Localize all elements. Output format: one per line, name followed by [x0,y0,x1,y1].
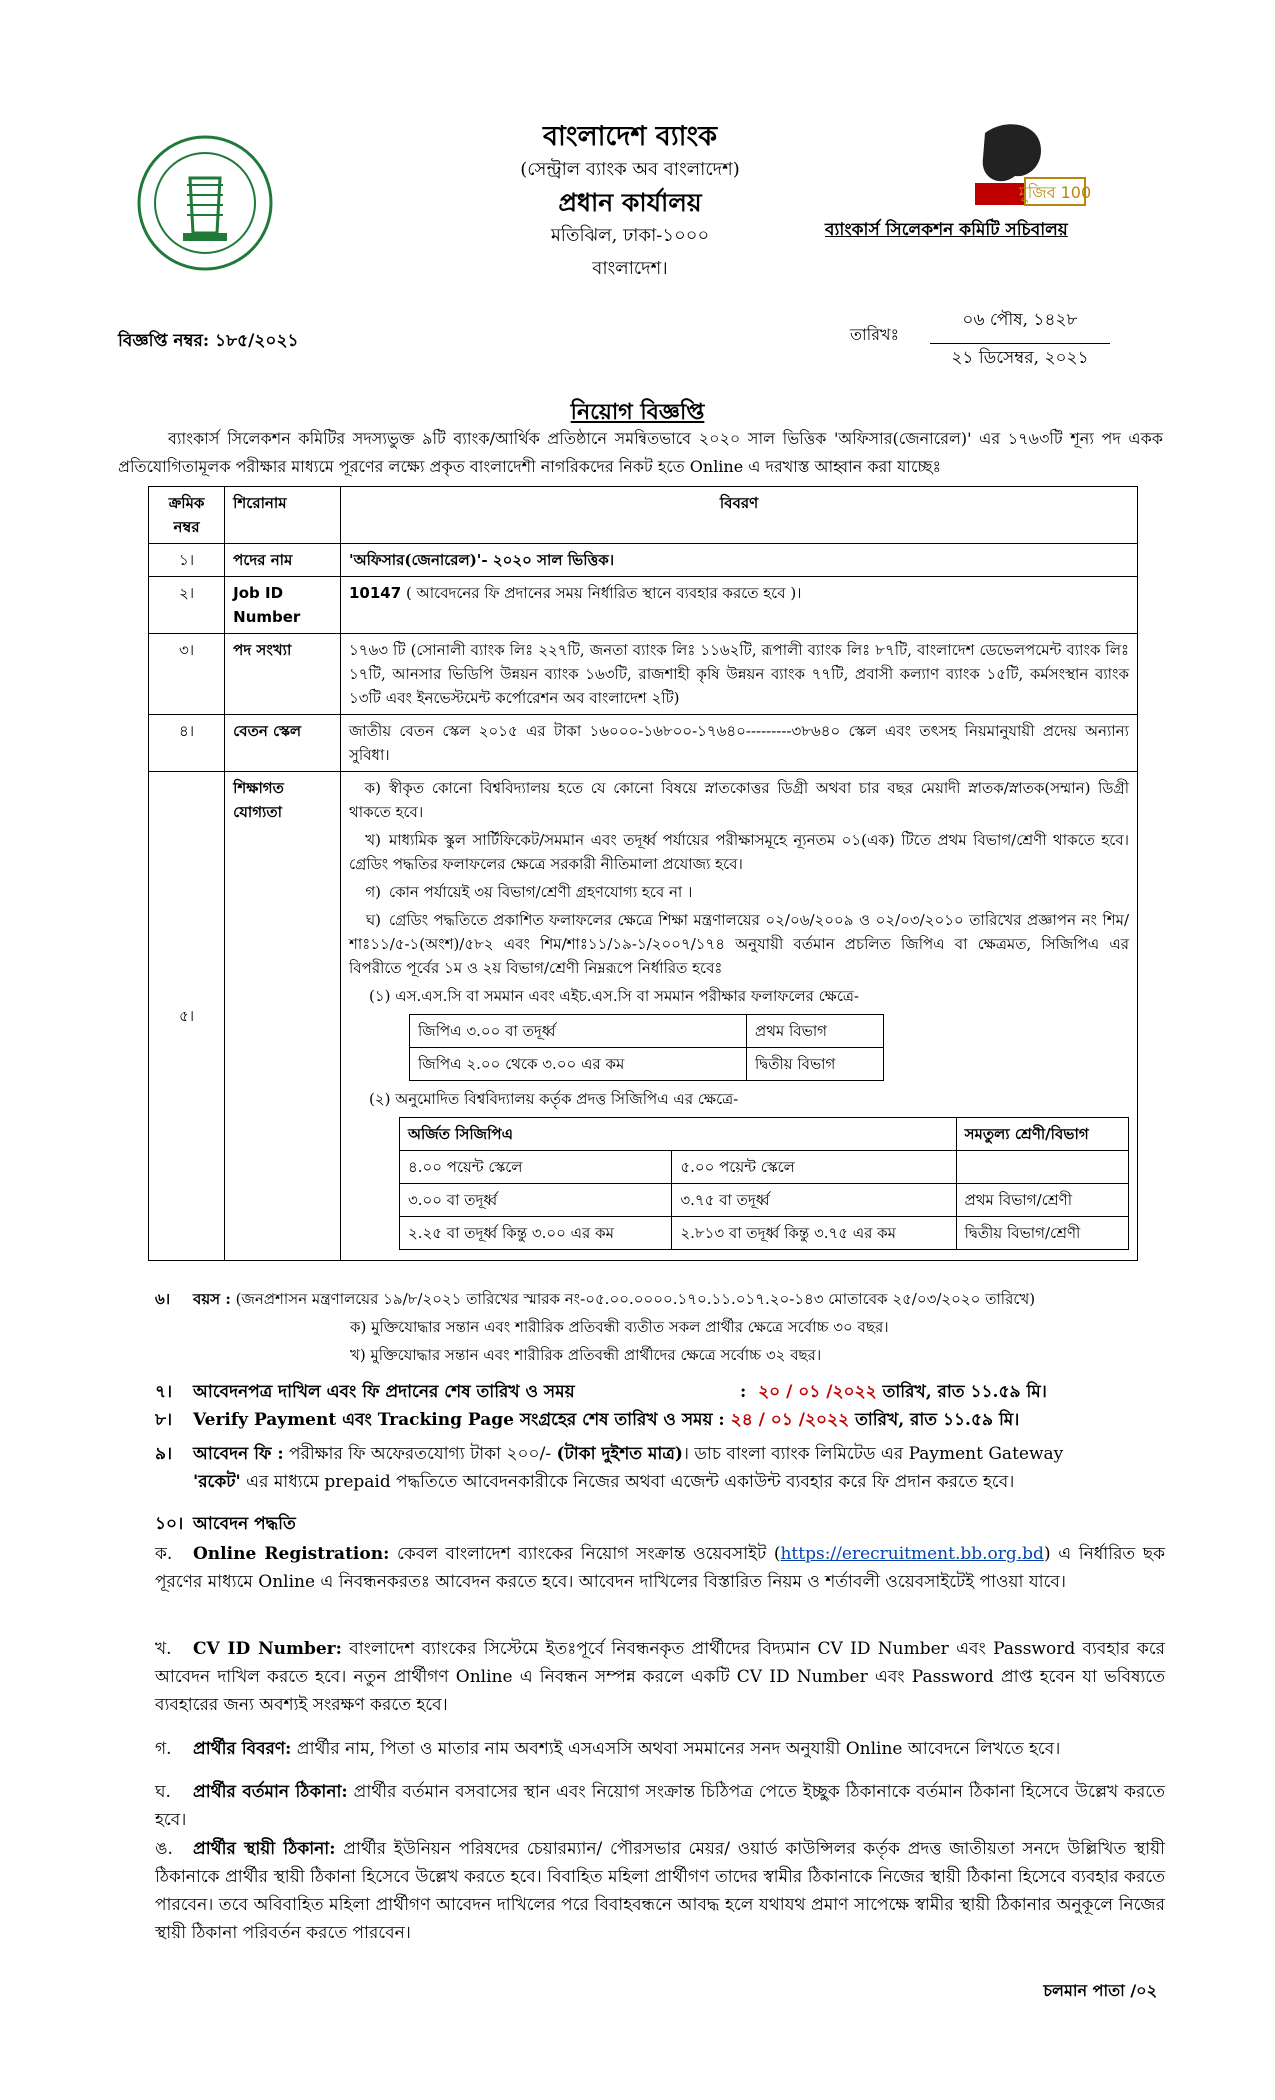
row-heading: পদ সংখ্যা [225,634,341,715]
row-detail: 'অফিসার(জেনারেল)'- ২০২০ সাল ভিত্তিক। [341,544,1138,577]
row-heading: পদের নাম [225,544,341,577]
education-item: গ) কোন পর্যায়েই ৩য় বিভাগ/শ্রেণী গ্রহণযোগ্য হবে না । [365,883,693,901]
svg-text:মুজিব 100: মুজিব 100 [1018,183,1092,202]
row-detail [341,577,1138,634]
process-item-candidate-details: গ. প্রার্থীর বিবরণ: প্রার্থীর নাম, পিতা ও মাতার নাম অবশ্যই এসএসসি অথবা সমমানের সনদ অনুযায়ী Online আবেদনে লিখতে হবে। [155,1739,1061,1759]
education-detail [341,772,1138,1261]
job-details-table [148,486,1138,1261]
process-item-permanent-address: ঙ. প্রার্থীর স্থায়ী ঠিকানা: প্রার্থীর ইউনিয়ন পরিষদের চেয়ারম্যান/ পৌরসভার মেয়র/ ওয়ার্ড কাউন্সিলর কর্তৃক প্রদত্ত জাতীয়তা সনদে উল্লিখিত স্থায়ী ঠিকানাকে প্রার্থীর স্থায়ী ঠিকানা হিসেবে উল্লেখ করতে হবে। বিবাহিত মহিলা প্রার্থীগণ তাদের স্বামীর ঠিকানাকে নিজের স্থায়ী ঠিকানা হিসেবে ব্যবহার করতে পারবেন। তবে অবিবাহিত মহিলা প্রার্থীগণ আবেদন দাখিলের পরে বিবাহবন্ধনে আবদ্ধ হলে যথাযথ প্রমাণ সাপেক্ষে স্বামীর স্থায়ী ঠিকানার অনুকূলে নিজের স্থায়ী ঠিকানা পরিবর্তন করতে পারবেন। [155,1839,1165,1943]
education-item: খ) মাধ্যমিক স্কুল সার্টিফিকেট/সমমান এবং তদূর্ধ্ব পর্যায়ের পরীক্ষাসমূহে ন্যূনতম ০১(এক) টিতে প্রথম বিভাগ/শ্রেণী থাকতে হবে। গ্রেডিং পদ্ধতির ফলাফলের ক্ষেত্রে সরকারী নীতিমালা প্রযোজ্য হবে। [349,831,1129,873]
table-row [149,772,1138,1261]
row-serial: ৫। [149,772,225,1261]
table-header-row [149,487,1138,544]
education-item: ক) স্বীকৃত কোনো বিশ্ববিদ্যালয় হতে যে কোনো বিষয়ে স্নাতকোত্তর ডিগ্রী অথবা চার বছর মেয়াদী স্নাতক/স্নাতক(সম্মান) ডিগ্রী থাকতে হবে। [349,779,1129,821]
table-row: জিপিএ ২.০০ থেকে ৩.০০ এর কম দ্বিতীয় বিভাগ [410,1048,884,1081]
section-age: ৬। বয়স : (জনপ্রশাসন মন্ত্রণালয়ের ১৯/৮/২০২১ তারিখের স্মারক নং-০৫.০০.০০০০.১৭০.১১.০১৭.২০-১৪৩ মোতাবেক ২৫/০৩/২০২০ তারিখে) [155,1290,1036,1308]
table-row [149,577,1138,634]
organization-header [380,120,880,285]
job-id: 10147 [349,584,402,602]
erecruitment-link[interactable]: https://erecruitment.bb.org.bd [780,1544,1044,1564]
job-id-note: ( আবেদনের ফি প্রদানের সময় নির্ধারিত স্থানে ব্যবহার করতে হবে )। [401,584,802,602]
bangladesh-bank-logo [135,133,275,273]
application-deadline-date: ২০ / ০১ /২০২২ [758,1382,877,1402]
org-name: বাংলাদেশ ব্যাংক [542,121,718,152]
row-heading: Job ID Number [225,577,341,634]
table-row: জিপিএ ৩.০০ বা তদূর্ধ্ব প্রথম বিভাগ [410,1015,884,1048]
process-item-online-registration: ক. Online Registration: কেবল বাংলাদেশ ব্যাংকের নিয়োগ সংক্রান্ত ওয়েবসাইট (https://erecruitment.bb.org.bd) এ নির্ধারিত ছক পূরণের মাধ্যমে Online এ নিবন্ধনকরতঃ আবেদন করতে হবে। আবেদন দাখিলের বিস্তারিত নিয়ম ও শর্তাবলী ওয়েবসাইটেই পাওয়া যাবে। [155,1544,1165,1592]
table-row: ৩.০০ বা তদূর্ধ্ব ৩.৭৫ বা তদূর্ধ্ব প্রথম বিভাগ/শ্রেণী [400,1184,1129,1217]
age-item-b: খ) মুক্তিযোদ্ধার সন্তান এবং শারীরিক প্রতিবন্ধী প্রার্থীদের ক্ষেত্রে সর্বোচ্চ ৩২ বছর। [350,1346,822,1364]
section-application-process: ১০। আবেদন পদ্ধতি [155,1514,296,1534]
row-detail: জাতীয় বেতন স্কেল ২০১৫ এর টাকা ১৬০০০-১৬৮০০-১৭৬৪০---------৩৮৬৪০ স্কেল এবং তৎসহ নিয়মানুযায়ী প্রদেয় অন্যান্য সুবিধা। [341,715,1138,772]
process-item-cv-id: খ. CV ID Number: বাংলাদেশ ব্যাংকের সিস্টেমে ইতঃপূর্বে নিবন্ধনকৃত প্রার্থীদের বিদ্যমান CV ID Number এবং Password ব্যবহার করে আবেদন দাখিল করতে হবে। নতুন প্রার্থীগণ Online এ নিবন্ধন সম্পন্ন করলে একটি CV ID Number এবং Password প্রাপ্ত হবেন যা ভবিষ্যতে ব্যবহারের জন্য অবশ্যই সংরক্ষণ করতে হবে। [155,1639,1166,1715]
date-label: তারিখঃ [850,325,900,344]
section-fee: ৯। আবেদন ফি : পরীক্ষার ফি অফেরতযোগ্য টাকা ২০০/- (টাকা দুইশত মাত্র)। ডাচ বাংলা ব্যাংক লিমিটেড এর Payment Gateway 'রকেট' এর মাধ্যমে prepaid পদ্ধতিতে আবেদনকারীকে নিজের অথবা এজেন্ট একাউন্ট ব্যবহার করে ফি প্রদান করতে হবে। [155,1444,1064,1492]
section-verify-payment: ৮। Verify Payment এবং Tracking Page সংগ্রহের শেষ তারিখ ও সময় : ২৪ / ০১ /২০২২ তারিখ, রাত ১১.৫৯ মি। [155,1410,1020,1430]
table-row [149,544,1138,577]
mujib-100-logo [955,118,1100,218]
cgpa-title: (২) অনুমোদিত বিশ্ববিদ্যালয় কর্তৃক প্রদত্ত সিজিপিএ এর ক্ষেত্রে- [369,1090,739,1108]
table-row: অর্জিত সিজিপিএ সমতুল্য শ্রেণী/বিভাগ [400,1118,1129,1151]
header-serial: ক্রমিক নম্বর [149,487,225,544]
row-serial: ৩। [149,634,225,715]
header-detail: বিবরণ [341,487,1138,544]
cgpa-table [399,1117,1129,1250]
secretariat-label: ব্যাংকার্স সিলেকশন কমিটি সচিবালয় [825,220,1068,240]
date-gregorian: ২১ ডিসেম্বর, ২০২১ [951,348,1089,368]
table-row: ২.২৫ বা তদূর্ধ্ব কিন্তু ৩.০০ এর কম ২.৮১৩ বা তদূর্ধ্ব কিন্তু ৩.৭৫ এর কম দ্বিতীয় বিভাগ/শ্রেণী [400,1217,1129,1250]
address-line-2: বাংলাদেশ। [592,258,668,279]
notice-number: বিজ্ঞপ্তি নম্বর: ১৮৫/২০২১ [118,331,299,351]
table-row [149,634,1138,715]
ssc-hsc-table [409,1014,884,1081]
date-bengali: ০৬ পৌষ, ১৪২৮ [930,307,1110,344]
ssc-hsc-title: (১) এস.এস.সি বা সমমান এবং এইচ.এস.সি বা সমমান পরীক্ষার ফলাফলের ক্ষেত্রে- [369,987,859,1005]
row-serial: ২। [149,577,225,634]
verify-deadline-date: ২৪ / ০১ /২০২২ [730,1410,850,1430]
org-subtitle: (সেন্ট্রাল ব্যাংক অব বাংলাদেশ) [520,159,740,180]
continued-page-marker: চলমান পাতা /০২ [1043,1981,1157,2000]
row-heading: বেতন স্কেল [225,715,341,772]
row-serial: ১। [149,544,225,577]
table-row: ৪.০০ পয়েন্ট স্কেলে ৫.০০ পয়েন্ট স্কেলে [400,1151,1129,1184]
office-name: প্রধান কার্যালয় [558,188,702,217]
row-detail: ১৭৬৩ টি (সোনালী ব্যাংক লিঃ ২২৭টি, জনতা ব্যাংক লিঃ ১১৬২টি, রূপালী ব্যাংক লিঃ ৮৭টি, বাংলাদেশ ডেভেলপমেন্ট ব্যাংক লিঃ ১৭টি, আনসার ভিডিপি উন্নয়ন ব্যাংক ১৬৩টি, রাজশাহী কৃষি উন্নয়ন ব্যাংক ৭৭টি, প্রবাসী কল্যাণ ব্যাংক ১৫টি, কর্মসংস্থান ব্যাংক ১৩টি এবং ইনভেস্টমেন্ট কর্পোরেশন অব বাংলাদেশ ২টি) [341,634,1138,715]
notice-title: নিয়োগ বিজ্ঞপ্তি [570,399,705,425]
row-serial: ৪। [149,715,225,772]
process-item-present-address: ঘ. প্রার্থীর বর্তমান ঠিকানা: প্রার্থীর বর্তমান বসবাসের স্থান এবং নিয়োগ সংক্রান্ত চিঠিপত্র পেতে ইচ্ছুক ঠিকানাকে বর্তমান ঠিকানা হিসেবে উল্লেখ করতে হবে। [155,1782,1165,1830]
header-title: শিরোনাম [225,487,341,544]
education-item: ঘ) গ্রেডিং পদ্ধতিতে প্রকাশিত ফলাফলের ক্ষেত্রে শিক্ষা মন্ত্রণালয়ের ০২/০৬/২০০৯ ও ০২/০৩/২০১০ তারিখের প্রজ্ঞাপন নং শিম/শাঃ১১/৫-১(অংশ)/৫৮২ এবং শিম/শাঃ১১/১৯-১/২০০৭/১৭৪ অনুযায়ী বর্তমান প্রচলিত জিপিএ বা ক্ষেত্রমত, সিজিপিএ এর বিপরীতে পূর্বের ১ম ও ২য় বিভাগ/শ্রেণী নিম্নরূপে নির্ধারিত হবেঃ [349,911,1129,977]
row-heading: শিক্ষাগত যোগ্যতা [225,772,341,1261]
age-item-a: ক) মুক্তিযোদ্ধার সন্তান এবং শারীরিক প্রতিবন্ধী ব্যতীত সকল প্রার্থীর ক্ষেত্রে সর্বোচ্চ ৩০ বছর। [350,1318,889,1336]
section-deadline: ৭। আবেদনপত্র দাখিল এবং ফি প্রদানের শেষ তারিখ ও সময় : ২০ / ০১ /২০২২ তারিখ, রাত ১১.৫৯ মি। [155,1382,1047,1402]
address-line-1: মতিঝিল, ঢাকা-১০০০ [550,225,710,246]
table-row [149,715,1138,772]
intro-paragraph: ব্যাংকার্স সিলেকশন কমিটির সদস্যভুক্ত ৯টি ব্যাংক/আর্থিক প্রতিষ্ঠানে সমন্বিতভাবে ২০২০ সাল ভিত্তিক 'অফিসার(জেনারেল)' এর ১৭৬৩টি শূন্য পদ একক প্রতিযোগিতামূলক পরীক্ষার মাধ্যমে পূরণের লক্ষ্যে প্রকৃত বাংলাদেশী নাগরিকদের নিকট হতে Online এ দরখাস্ত আহ্বান করা যাচ্ছেঃ [118,429,1163,476]
